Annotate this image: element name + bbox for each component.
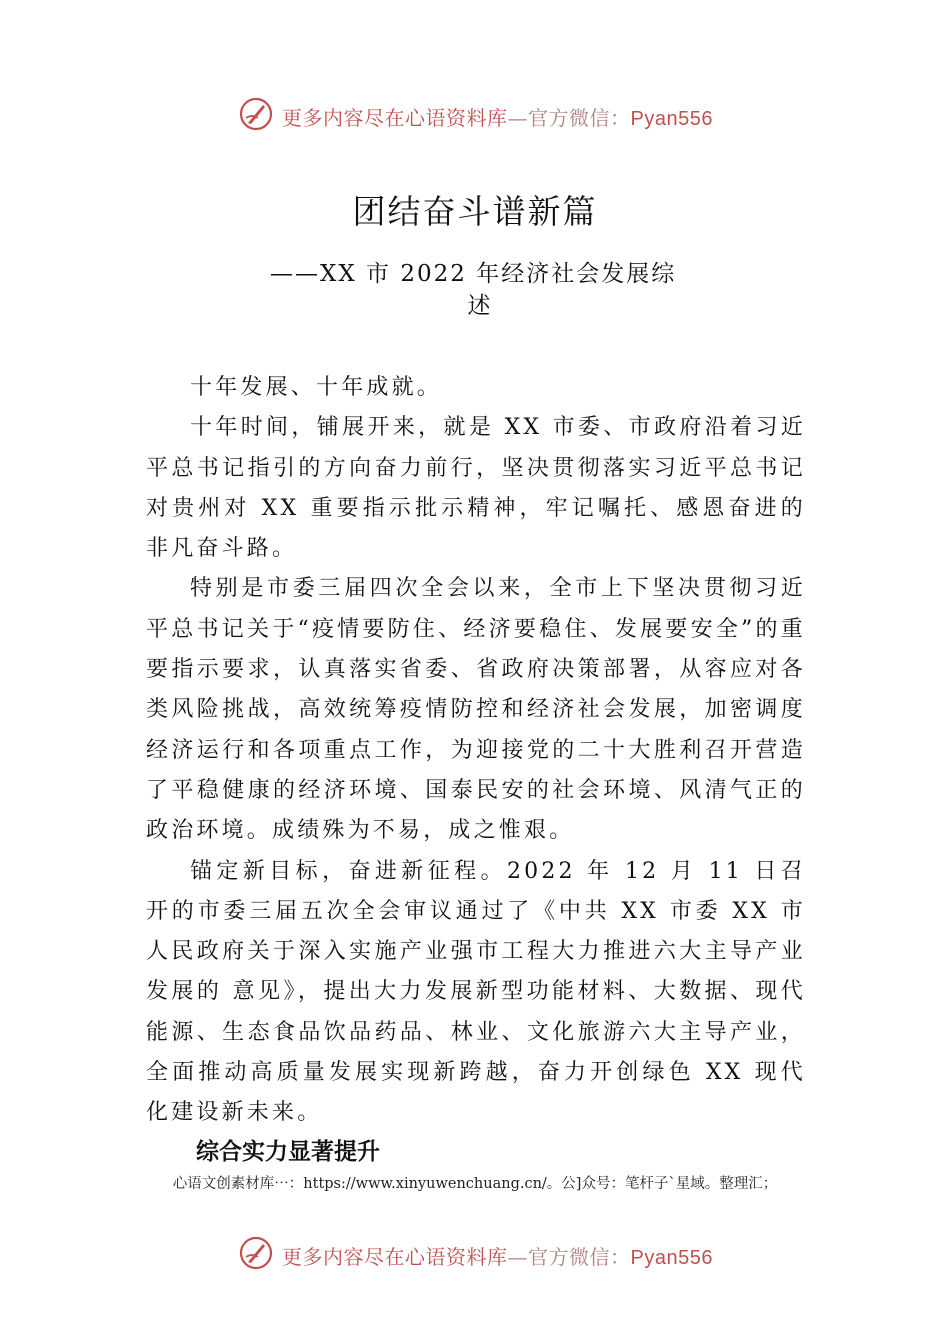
quill-logo-icon [238, 1235, 274, 1271]
subtitle-line-2: 述 [467, 293, 493, 319]
document-title: 团结奋斗谱新篇 [352, 192, 598, 231]
subtitle-line-1: ——XX 市 2022 年经济社会发展综 [270, 261, 677, 287]
section-heading: 综合实力显著提升 [196, 1139, 380, 1165]
banner-wechat-id: Pyan556 [630, 108, 713, 130]
banner-sep-text: —官方微信： [507, 106, 631, 130]
banner-main-text: 更多内容尽在心语资料库 [282, 1245, 508, 1269]
paragraph: 十年时间，铺展开来，就是 XX 市委、市政府沿着习近平总书记指引的方向奋力前行，坚决贯彻落实习近平总书记对贵州对 XX 重要指示批示精神，牢记嘱托、感恩奋进的非凡奋斗路。 [146, 415, 806, 562]
watermark-banner-bottom [0, 1233, 950, 1273]
banner-main-text: 更多内容尽在心语资料库 [282, 106, 508, 130]
watermark-banner-top [0, 94, 950, 134]
banner-wechat-id: Pyan556 [630, 1247, 713, 1269]
document-subtitle [270, 258, 690, 322]
quill-logo-icon [238, 96, 274, 132]
paragraph: 特别是市委三届四次全会以来，全市上下坚决贯彻习近平总书记关于“疫情要防住、经济要稳住、发展要安全”的重要指示要求，认真落实省委、省政府决策部署，从容应对各类风险挑战，高效统筹疫情防控和经济社会发展，加密调度经济运行和各项重点工作，为迎接党的二十大胜利召开营造了平稳健康的经济环境、国泰民安的社会环境、风清气正的政治环境。成绩殊为不易，成之惟艰。 [146, 576, 806, 844]
paragraph: 锚定新目标，奋进新征程。2022 年 12 月 11 日召开的市委三届五次全会审议通过了《中共 XX 市委 XX 市人民政府关于深入实施产业强市工程大力推进六大主导产业发展的 意见》，提出大力发展新型功能材料、大数据、现代能源、生态食品饮品药品、林业、文化旅游六大主导产业，全面推动高质量发展实现新跨越，奋力开创绿色 XX 现代化建设新未来。 [146, 858, 806, 1126]
banner-sep-text: —官方微信： [507, 1245, 631, 1269]
paragraph: 十年发展、十年成就。 [190, 375, 443, 400]
document-body [146, 368, 806, 1134]
footer-note: 心语文创素材库⋯：https://www.xinyuwenchuang.cn/。公]众号：笔杆子`星域。整理汇； [172, 1176, 778, 1192]
